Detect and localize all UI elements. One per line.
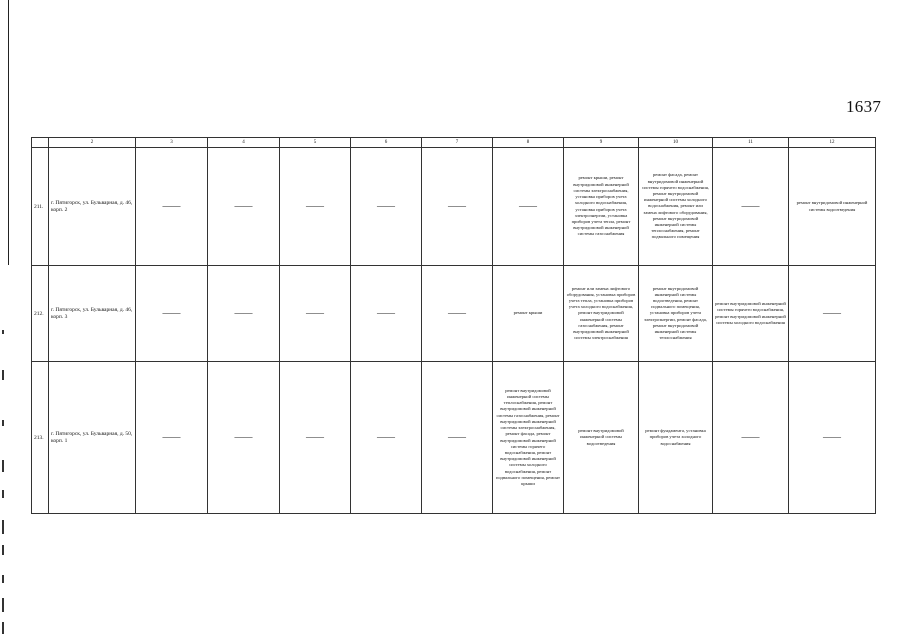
scan-edge-mark xyxy=(2,490,4,498)
works-cell: ремонт или замена лифтового оборудования, установка приборов учета тепла, установка приборов учета холодного водоснабжения, ремонт внутридомовой инженерной системы газоснабжения, ремонт внутридомовой инженерной системы электроснабжения xyxy=(564,266,639,362)
scan-edge-mark xyxy=(2,520,4,534)
address-cell: г. Пятигорск, ул. Бульварная, д. 46, корп. 2 xyxy=(49,148,136,266)
scan-edge-mark xyxy=(2,460,4,472)
header-cell: 2 xyxy=(49,138,136,148)
header-cell xyxy=(32,138,49,148)
address-cell: г. Пятигорск, ул. Бульварная, д. 46, корп. 3 xyxy=(49,266,136,362)
empty-dash-cell: —— xyxy=(789,362,876,514)
works-cell: ремонт внутридомовой инженерной системы горячего водоснабжения, ремонт внутридомовой инженерной системы холодного водоснабжения xyxy=(713,266,789,362)
works-cell: ремонт внутридомовой инженерной системы водоотведения xyxy=(789,148,876,266)
address-cell: г. Пятигорск, ул. Бульварная, д. 50, корп. 1 xyxy=(49,362,136,514)
header-cell: 8 xyxy=(493,138,564,148)
empty-dash-cell: —— xyxy=(280,148,351,266)
empty-dash-cell: —— xyxy=(208,148,280,266)
empty-dash-cell: —— xyxy=(136,148,208,266)
scan-edge-mark xyxy=(2,575,4,583)
works-cell: ремонт фундамента, установка приборов учета холодного водоснабжения xyxy=(639,362,713,514)
header-cell: 7 xyxy=(422,138,493,148)
works-cell: ремонт крыши xyxy=(493,266,564,362)
works-cell: ремонт фасада, ремонт внутридомовой инженерной системы горячего водоснабжения, ремонт внутридомовой инженерной системы холодного водоснабжения, ремонт или замена лифтового оборудования, ремонт внутридомовой инженерной системы теплоснабжения, ремонт подвального помещения xyxy=(639,148,713,266)
works-cell: ремонт внутридомовой инженерной системы водоотведения xyxy=(564,362,639,514)
header-cell: 5 xyxy=(280,138,351,148)
scan-edge-mark xyxy=(2,420,4,426)
scan-border-line xyxy=(8,0,9,265)
page-number: 1637 xyxy=(846,97,882,116)
empty-dash-cell: —— xyxy=(280,266,351,362)
table-row xyxy=(32,266,876,362)
scan-edge-mark xyxy=(2,598,4,612)
scan-edge-mark xyxy=(2,370,4,380)
empty-dash-cell: —— xyxy=(422,266,493,362)
row-number: 213. xyxy=(32,362,49,514)
works-cell: ремонт внутридомовой инженерной системы водоотведения, ремонт подвального помещения, установка приборов учета электроэнергии, ремонт фасада, ремонт внутридомовой инженерной системы теплоснабжения xyxy=(639,266,713,362)
row-number: 211. xyxy=(32,148,49,266)
scan-edge-mark xyxy=(2,622,4,634)
header-cell: 3 xyxy=(136,138,208,148)
empty-dash-cell: —— xyxy=(351,266,422,362)
empty-dash-cell: —— xyxy=(789,266,876,362)
empty-dash-cell: —— xyxy=(351,362,422,514)
works-cell: ремонт внутридомовой инженерной системы теплоснабжения, ремонт внутридомовой инженерной системы газоснабжения, ремонт внутридомовой инженерной системы электроснабжения, ремонт фасада, ремонт внутридомовой инженерной системы горячего водоснабжения, ремонт внутридомовой инженерной системы холодного водоснабжения, ремонт подвального помещения, ремонт крыши xyxy=(493,362,564,514)
empty-dash-cell: —— xyxy=(422,148,493,266)
repair-schedule-table xyxy=(31,137,876,514)
empty-dash-cell: —— xyxy=(493,148,564,266)
header-cell: 11 xyxy=(713,138,789,148)
empty-dash-cell: —— xyxy=(713,362,789,514)
empty-dash-cell: —— xyxy=(351,148,422,266)
works-cell: ремонт крыши, ремонт внутридомовой инженерной системы электроснабжения, установка приборов учета холодного водоснабжения, установка приборов учета электроэнергии, установка приборов учета тепла, ремонт внутридомовой инженерной системы газоснабжения xyxy=(564,148,639,266)
empty-dash-cell: —— xyxy=(208,266,280,362)
empty-dash-cell: —— xyxy=(136,362,208,514)
header-cell: 12 xyxy=(789,138,876,148)
empty-dash-cell: —— xyxy=(280,362,351,514)
header-cell: 4 xyxy=(208,138,280,148)
table-row xyxy=(32,362,876,514)
empty-dash-cell: —— xyxy=(136,266,208,362)
header-cell: 10 xyxy=(639,138,713,148)
empty-dash-cell: —— xyxy=(208,362,280,514)
table-row xyxy=(32,148,876,266)
empty-dash-cell: —— xyxy=(422,362,493,514)
empty-dash-cell: —— xyxy=(713,148,789,266)
scan-edge-mark xyxy=(2,545,4,555)
row-number: 212. xyxy=(32,266,49,362)
header-cell: 9 xyxy=(564,138,639,148)
header-cell: 6 xyxy=(351,138,422,148)
column-number-header-row xyxy=(32,138,876,148)
scan-edge-mark xyxy=(2,330,4,334)
